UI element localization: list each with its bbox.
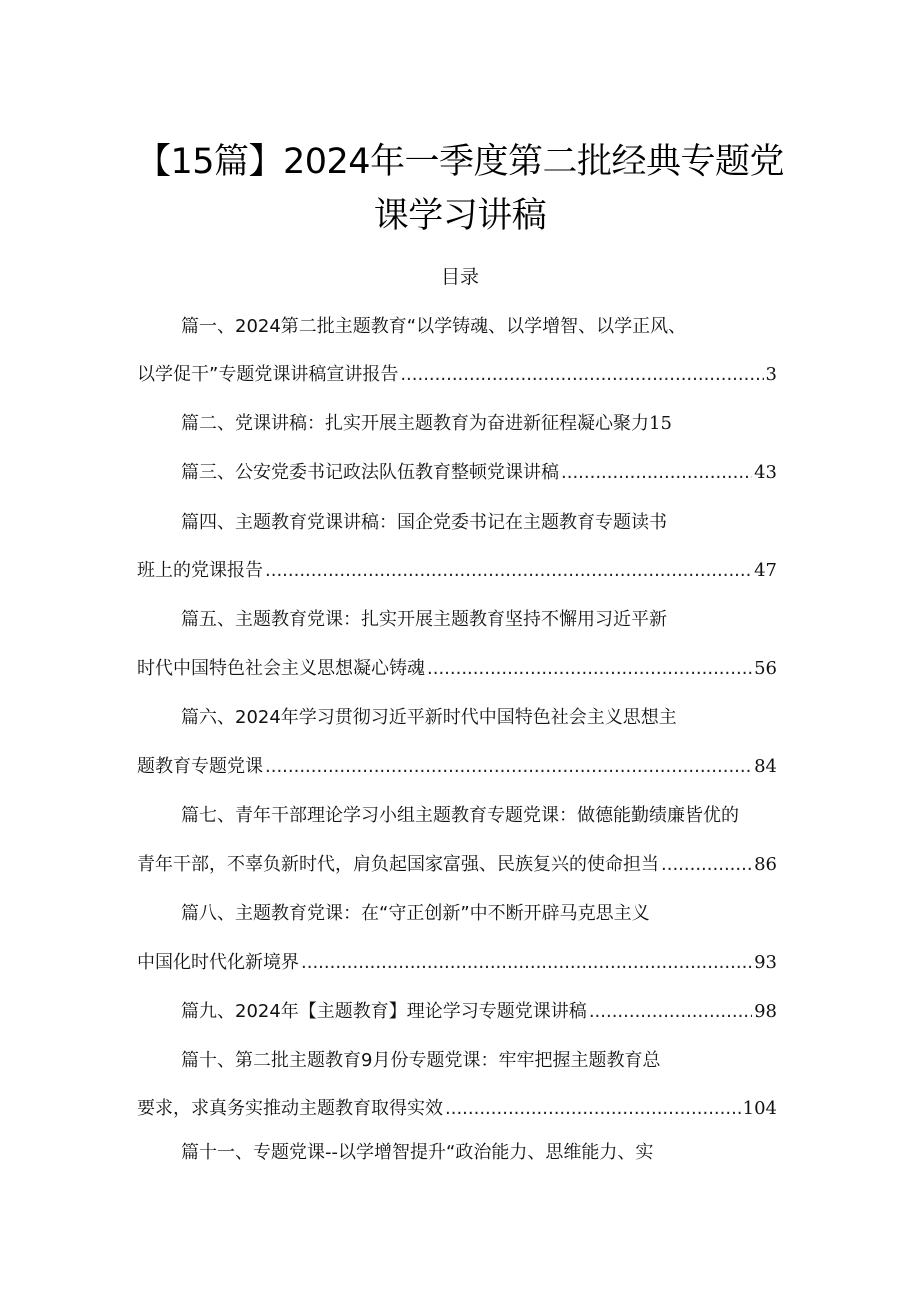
toc-entry-3[interactable] <box>181 460 777 486</box>
toc-entry-text: 以学促干”专题党课讲稿宣讲报告 <box>137 364 399 385</box>
toc-page-number: 43 <box>754 462 777 483</box>
toc-page-number: 104 <box>742 1098 777 1119</box>
toc-entry-2[interactable] <box>181 411 672 437</box>
toc-entry-text: 篇九、2024年【主题教育】理论学习专题党课讲稿 <box>181 1001 587 1022</box>
toc-entry-text: 时代中国特色社会主义思想凝心铸魂 <box>137 658 425 679</box>
toc-entry-text: 篇二、党课讲稿：扎实开展主题教育为奋进新征程凝心聚力 <box>181 413 649 434</box>
toc-entry-text: 要求，求真务实推动主题教育取得实效 <box>137 1098 443 1119</box>
toc-entry-7-line-2[interactable] <box>137 852 777 878</box>
toc-entry-text: 篇三、公安党委书记政法队伍教育整顿党课讲稿 <box>181 462 559 483</box>
toc-page-number: 86 <box>754 854 777 875</box>
toc-entry-1-line-2[interactable] <box>137 362 777 388</box>
toc-entry-11-line-1[interactable]: 篇十一、专题党课--以学增智提升“政治能力、思维能力、实 <box>181 1142 654 1163</box>
document-title-line-2: 课学习讲稿 <box>373 196 547 236</box>
dot-leader <box>265 754 752 780</box>
toc-entry-7-line-1[interactable]: 篇七、青年干部理论学习小组主题教育专题党课：做德能勤绩廉皆优的 <box>181 805 739 826</box>
toc-entry-8-line-2[interactable] <box>137 950 777 976</box>
toc-entry-8-line-1[interactable]: 篇八、主题教育党课：在“守正创新”中不断开辟马克思主义 <box>181 903 650 924</box>
toc-page-number: 15 <box>649 413 672 434</box>
dot-leader <box>445 1096 741 1122</box>
toc-page-number: 98 <box>754 1001 777 1022</box>
toc-entry-text: 班上的党课报告 <box>137 560 263 581</box>
dot-leader <box>561 460 752 486</box>
toc-entry-1-line-1[interactable]: 篇一、2024第二批主题教育“以学铸魂、以学增智、以学正风、 <box>181 316 687 337</box>
dot-leader <box>265 558 752 584</box>
toc-page-number: 47 <box>754 560 777 581</box>
dot-leader <box>301 950 752 976</box>
toc-entry-6-line-1[interactable]: 篇六、2024年学习贯彻习近平新时代中国特色社会主义思想主 <box>181 707 677 728</box>
toc-heading: 目录 <box>440 266 479 288</box>
toc-entry-text: 题教育专题党课 <box>137 756 263 777</box>
toc-entry-10-line-1[interactable]: 篇十、第二批主题教育9月份专题党课：牢牢把握主题教育总 <box>181 1050 661 1071</box>
toc-entry-9[interactable] <box>181 999 777 1025</box>
toc-entry-5-line-2[interactable] <box>137 656 777 682</box>
dot-leader <box>427 656 752 682</box>
toc-page-number: 93 <box>754 952 777 973</box>
toc-page-number: 3 <box>765 364 777 385</box>
dot-leader <box>661 852 752 878</box>
dot-leader <box>400 362 763 388</box>
toc-entry-10-line-2[interactable] <box>137 1096 777 1122</box>
toc-entry-5-line-1[interactable]: 篇五、主题教育党课：扎实开展主题教育坚持不懈用习近平新 <box>181 609 667 630</box>
toc-entry-text: 青年干部，不辜负新时代，肩负起国家富强、民族复兴的使命担当 <box>137 854 659 875</box>
toc-entry-4-line-1[interactable]: 篇四、主题教育党课讲稿：国企党委书记在主题教育专题读书 <box>181 512 667 533</box>
toc-entry-text: 中国化时代化新境界 <box>137 952 299 973</box>
toc-entry-4-line-2[interactable] <box>137 558 777 584</box>
toc-page-number: 84 <box>754 756 777 777</box>
toc-entry-6-line-2[interactable] <box>137 754 777 780</box>
document-title-line-1: 【15篇】2024年一季度第二批经典专题党 <box>135 142 785 182</box>
toc-page-number: 56 <box>754 658 777 679</box>
dot-leader <box>589 999 752 1025</box>
